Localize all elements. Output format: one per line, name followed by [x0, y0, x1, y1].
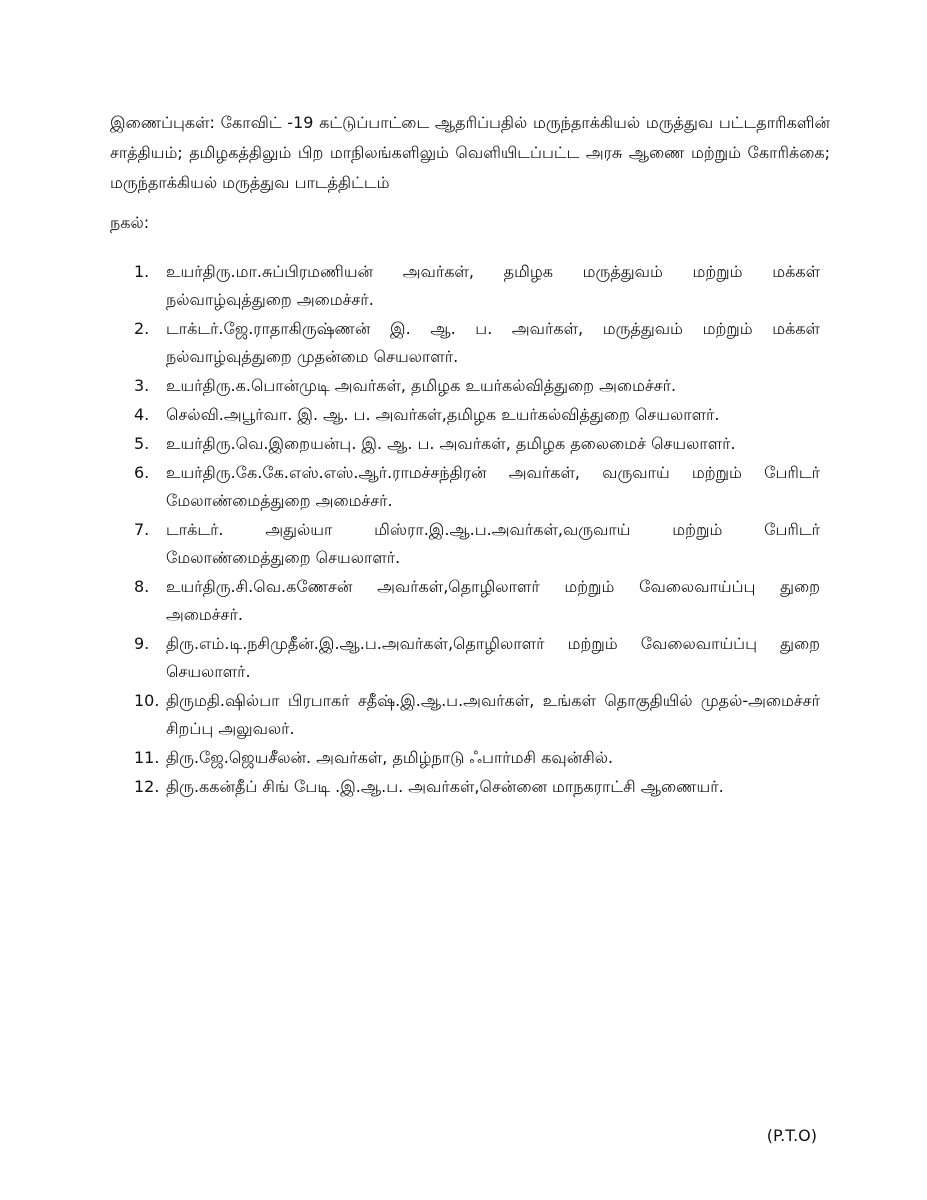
list-item — [110, 430, 820, 458]
list-item — [110, 687, 820, 743]
list-item-number: 4. — [134, 405, 150, 424]
list-item — [110, 372, 820, 400]
list-item-text: உயர்திரு.கே.கே.எஸ்.எஸ்.ஆர்.ராமச்சந்திரன் அவர்கள், வருவாய் மற்றும் பேரிடர் மேலாண்மைத்துறை அமைச்சர். — [166, 463, 820, 510]
list-item — [110, 573, 820, 629]
copy-to-label: நகல்: — [110, 213, 150, 232]
list-item-number: 2. — [134, 319, 150, 338]
list-item-number: 10. — [134, 691, 160, 710]
list-item-number: 6. — [134, 463, 150, 482]
list-item-number: 5. — [134, 434, 150, 453]
list-item-text: உயர்திரு.வெ.இறையன்பு. இ. ஆ. ப. அவர்கள், தமிழக தலைமைச் செயலாளர். — [166, 434, 736, 453]
list-item — [110, 401, 820, 429]
list-item — [110, 744, 820, 772]
list-item — [110, 773, 820, 801]
list-item-text: செல்வி.அபூர்வா. இ. ஆ. ப. அவர்கள்,தமிழக உயர்கல்வித்துறை செயலாளர். — [166, 405, 720, 424]
recipient-list — [110, 258, 820, 802]
list-item — [110, 258, 820, 314]
list-item-text: திருமதி.ஷில்பா பிரபாகர் சதீஷ்.இ.ஆ.ப.அவர்கள், உங்கள் தொகுதியில் முதல்-அமைச்சர் சிறப்பு அலுவலர். — [166, 691, 820, 738]
list-item-number: 7. — [134, 520, 150, 539]
list-item — [110, 630, 820, 686]
list-item-text: திரு.ககன்தீப் சிங் பேடி .இ.ஆ.ப. அவர்கள்,சென்னை மாநகராட்சி ஆணையர். — [166, 777, 724, 796]
list-item — [110, 516, 820, 572]
list-item — [110, 459, 820, 515]
list-item-number: 12. — [134, 777, 160, 796]
list-item-text: டாக்டர்.ஜே.ராதாகிருஷ்ணன் இ. ஆ. ப. அவர்கள், மருத்துவம் மற்றும் மக்கள் நல்வாழ்வுத்துறை முதன்மை செயலாளர். — [166, 319, 820, 366]
list-item-number: 11. — [134, 748, 160, 767]
list-item — [110, 315, 820, 371]
list-item-text: உயர்திரு.மா.சுப்பிரமணியன் அவர்கள், தமிழக மருத்துவம் மற்றும் மக்கள் நல்வாழ்வுத்துறை அமைச்சர். — [166, 262, 820, 309]
list-item-number: 9. — [134, 634, 150, 653]
list-item-text: உயர்திரு.சி.வெ.கணேசன் அவர்கள்,தொழிலாளர் மற்றும் வேலைவாய்ப்பு துறை அமைச்சர். — [166, 577, 820, 624]
attachments-paragraph: இணைப்புகள்: கோவிட் -19 கட்டுப்பாட்டை ஆதரிப்பதில் மருந்தாக்கியல் மருத்துவ பட்டதாரிகளின் சாத்தியம்; தமிழகத்திலும் பிற மாநிலங்களிலும் வெளியிடப்பட்ட அரசு ஆணை மற்றும் கோரிக்கை; மருந்தாக்கியல் மருத்துவ பாடத்திட்டம் — [110, 113, 830, 192]
please-turn-over-note: (P.T.O) — [766, 1126, 817, 1145]
list-item-number: 3. — [134, 376, 150, 395]
list-item-text: உயர்திரு.க.பொன்முடி அவர்கள், தமிழக உயர்கல்வித்துறை அமைச்சர். — [166, 376, 677, 395]
list-item-number: 1. — [134, 262, 150, 281]
list-item-text: டாக்டர். அதுல்யா மிஸ்ரா.இ.ஆ.ப.அவர்கள்,வருவாய் மற்றும் பேரிடர் மேலாண்மைத்துறை செயலாளர். — [166, 520, 820, 567]
list-item-text: திரு.எம்.டி.நசிமுதீன்.இ.ஆ.ப.அவர்கள்,தொழிலாளர் மற்றும் வேலைவாய்ப்பு துறை செயலாளர். — [166, 634, 820, 681]
list-item-number: 8. — [134, 577, 150, 596]
list-item-text: திரு.ஜே.ஜெயசீலன். அவர்கள், தமிழ்நாடு ஃபார்மசி கவுன்சில். — [166, 748, 614, 767]
